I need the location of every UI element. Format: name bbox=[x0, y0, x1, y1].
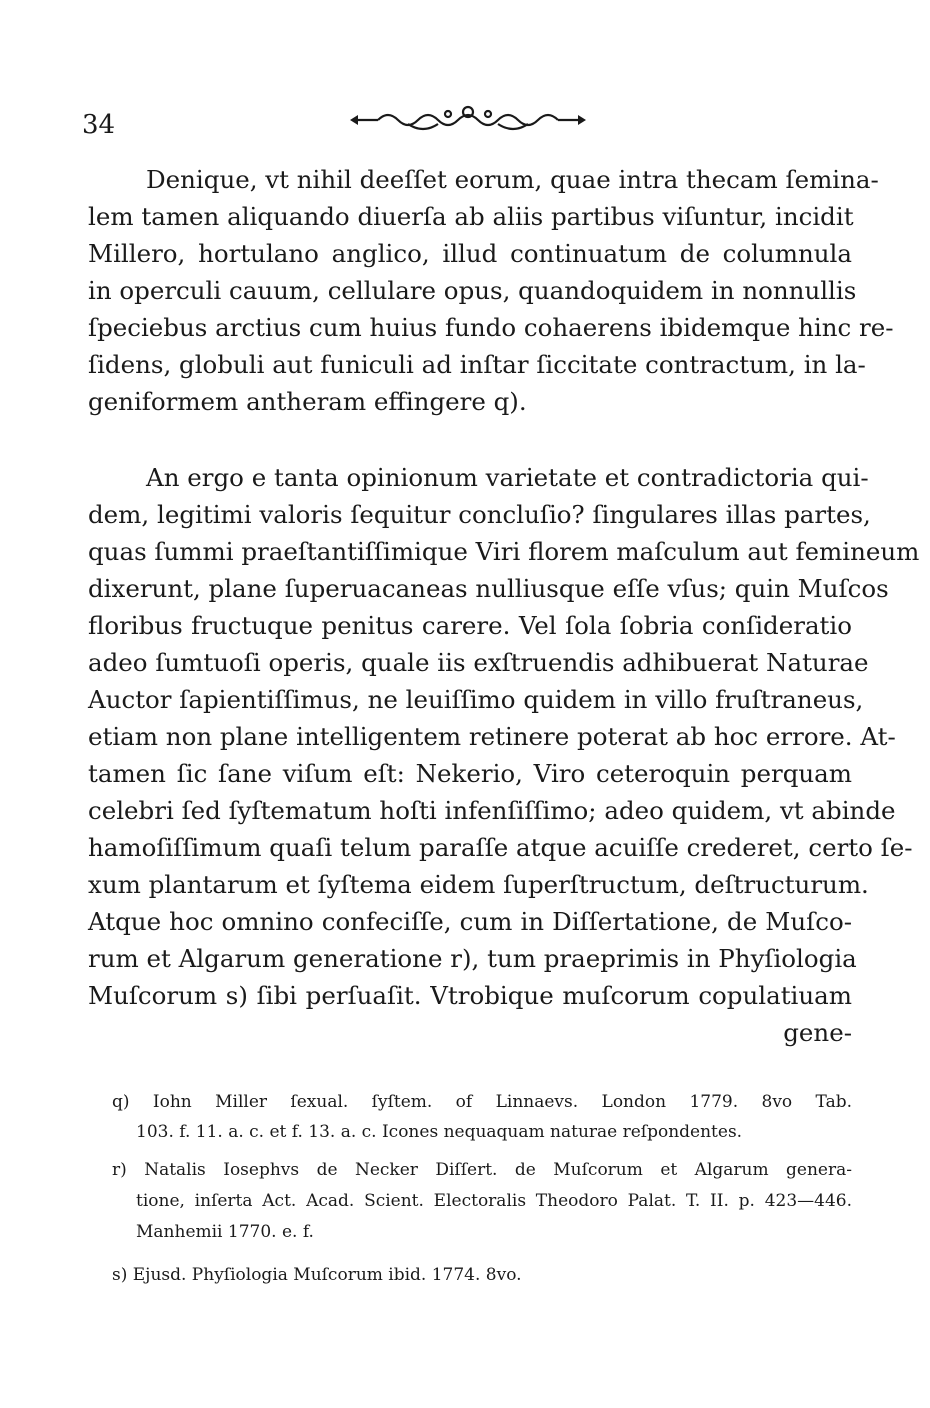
paragraph-2-line-12: xum plantarum et ſyſtema eidem ſuperſtructum, deſtructurum. bbox=[88, 870, 869, 899]
footnote-r-line-3: Manhemii 1770. e. f. bbox=[136, 1222, 314, 1242]
footnote-q-line-1: q) Iohn Miller ſexual. ſyſtem. of Linnaevs. London 1779. 8vo Tab. bbox=[112, 1092, 852, 1112]
paragraph-2-line-8: etiam non plane intelligentem retinere poterat ab hoc errore. At- bbox=[88, 722, 896, 751]
catchword: gene- bbox=[783, 1018, 852, 1047]
paragraph-1-line-5: ſpeciebus arctius cum huius fundo cohaerens ibidemque hinc re- bbox=[88, 313, 894, 342]
paragraph-2-line-13: Atque hoc omnino confeciſſe, cum in Diſſertatione, de Muſco- bbox=[88, 907, 852, 936]
paragraph-2-line-15: Muſcorum s) ſibi perſuaſit. Vtrobique muſcorum copulatiuam bbox=[88, 981, 852, 1010]
ornamental-vignette-icon bbox=[348, 102, 588, 136]
paragraph-1-line-7: geniformem antheram effingere q). bbox=[88, 387, 527, 416]
paragraph-1-line-3: Millero, hortulano anglico, illud continuatum de columnula bbox=[88, 239, 852, 268]
footnote-q-line-2: 103. f. 11. a. c. et f. 13. a. c. Icones nequaquam naturae reſpondentes. bbox=[136, 1122, 743, 1142]
page-number: 34 bbox=[82, 110, 116, 140]
paragraph-1-line-1: Denique, vt nihil deeſſet eorum, quae intra thecam ſemina- bbox=[146, 165, 879, 194]
paragraph-2-line-11: hamoſiſſimum quaſi telum paraſſe atque acuiſſe crederet, certo ſe- bbox=[88, 833, 913, 862]
paragraph-2-line-2: dem, legitimi valoris ſequitur concluſio? ſingulares illas partes, bbox=[88, 500, 871, 529]
paragraph-1-line-2: lem tamen aliquando diuerſa ab aliis partibus viſuntur, incidit bbox=[88, 202, 854, 231]
footnote-r-line-1: r) Natalis Iosephvs de Necker Diſſert. de Muſcorum et Algarum genera- bbox=[112, 1160, 852, 1180]
footnote-s-line-1: s) Ejusd. Phyſiologia Muſcorum ibid. 1774. 8vo. bbox=[112, 1265, 522, 1285]
footnote-r-line-2: tione, inſerta Act. Acad. Scient. Electoralis Theodoro Palat. T. II. p. 423—446. bbox=[136, 1191, 852, 1211]
paragraph-2-line-14: rum et Algarum generatione r), tum praeprimis in Phyſiologia bbox=[88, 944, 857, 973]
paragraph-1-line-4: in operculi cauum, cellulare opus, quandoquidem in nonnullis bbox=[88, 276, 857, 305]
paragraph-2-line-1: An ergo e tanta opinionum varietate et contradictoria qui- bbox=[146, 463, 869, 492]
paragraph-1-line-6: ſidens, globuli aut funiculi ad inſtar ſiccitate contractum, in la- bbox=[88, 350, 866, 379]
paragraph-2-line-10: celebri ſed ſyſtematum hoſti infenſiſſimo; adeo quidem, vt abinde bbox=[88, 796, 896, 825]
paragraph-2-line-7: Auctor ſapientiſſimus, ne leuiſſimo quidem in villo fruſtraneus, bbox=[88, 685, 864, 714]
paragraph-2-line-9: tamen ſic ſane viſum eſt: Nekerio, Viro ceteroquin perquam bbox=[88, 759, 852, 788]
paragraph-2-line-4: dixerunt, plane ſuperuacaneas nulliusque eſſe vſus; quin Muſcos bbox=[88, 574, 889, 603]
paragraph-2-line-6: adeo ſumtuoſi operis, quale iis exſtruendis adhibuerat Naturae bbox=[88, 648, 869, 677]
paragraph-2-line-3: quas ſummi praeſtantiſſimique Viri florem maſculum aut femineum bbox=[88, 537, 920, 566]
paragraph-2-line-5: floribus fructuque penitus carere. Vel ſola ſobria conſideratio bbox=[88, 611, 852, 640]
